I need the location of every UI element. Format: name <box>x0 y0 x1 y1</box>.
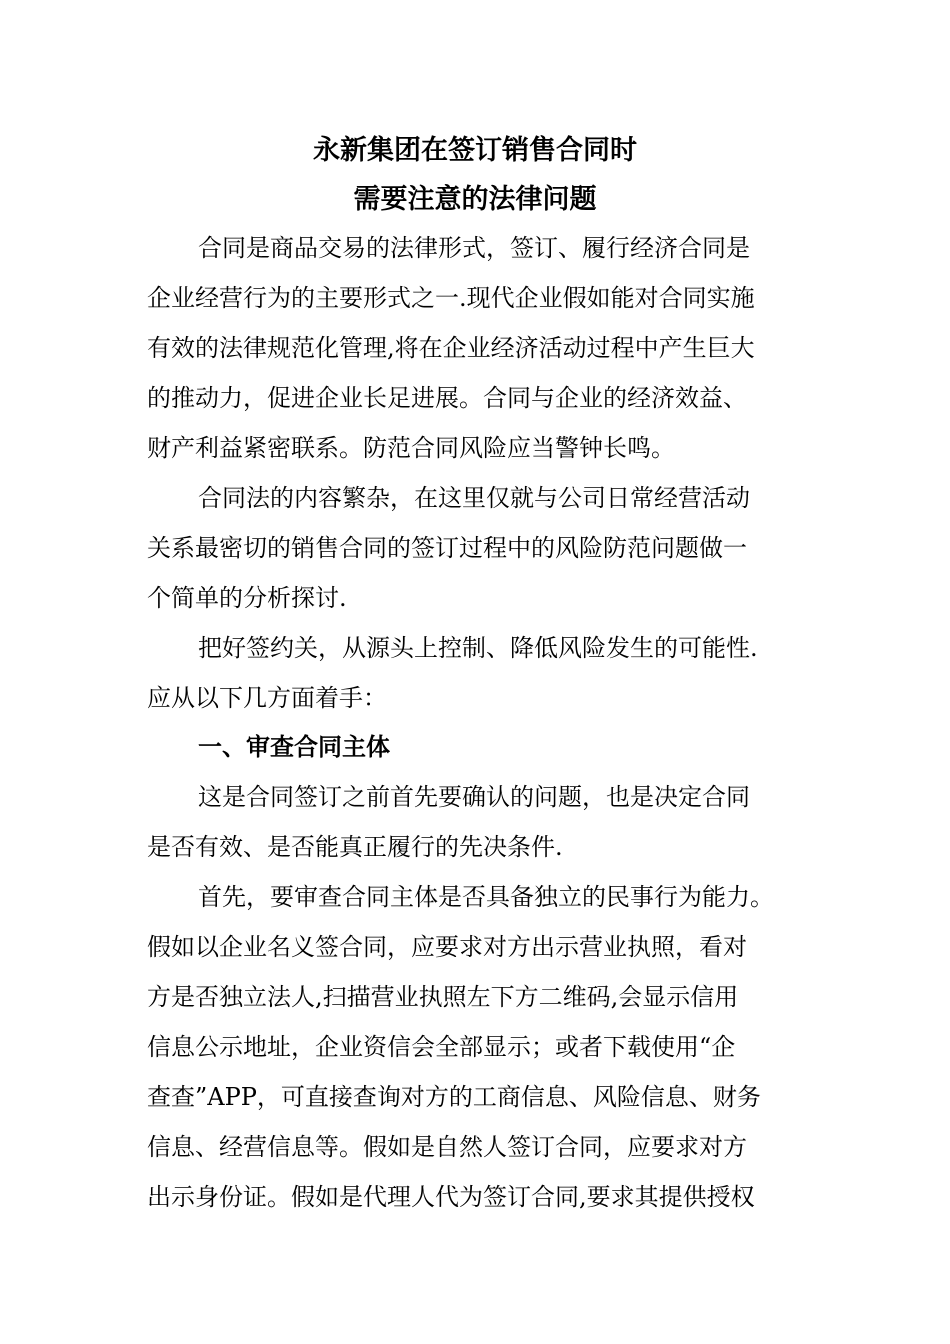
paragraph-line: 把好签约关，从源头上控制、降低风险发生的可能性. <box>198 634 758 662</box>
paragraph-line: 信息公示地址，企业资信会全部显示；或者下载使用“企 <box>147 1033 736 1061</box>
paragraph-line: 是否有效、是否能真正履行的先决条件. <box>147 833 563 861</box>
paragraph-line: 有效的法律规范化管理,将在企业经济活动过程中产生巨大 <box>147 334 755 362</box>
section-heading: 一、审查合同主体 <box>198 733 390 761</box>
paragraph-line: 关系最密切的销售合同的签订过程中的风险防范问题做一 <box>147 534 747 562</box>
paragraph-line: 信息、经营信息等。假如是自然人签订合同，应要求对方 <box>147 1133 747 1161</box>
paragraph-line: 假如以企业名义签合同，应要求对方出示营业执照，看对 <box>147 933 747 961</box>
paragraph-line: 查查”APP，可直接查询对方的工商信息、风险信息、财务 <box>147 1083 761 1111</box>
paragraph-line: 出示身份证。假如是代理人代为签订合同,要求其提供授权 <box>147 1183 755 1211</box>
document-title-line-2: 需要注意的法律问题 <box>353 184 597 215</box>
paragraph-line: 这是合同签订之前首先要确认的问题，也是决定合同 <box>198 783 750 811</box>
paragraph-line: 合同是商品交易的法律形式，签订、履行经济合同是 <box>198 234 750 262</box>
document-title-line-1: 永新集团在签订销售合同时 <box>313 135 637 166</box>
paragraph-line: 个简单的分析探讨. <box>147 584 347 612</box>
paragraph-line: 企业经营行为的主要形式之一.现代企业假如能对合同实施 <box>147 284 755 312</box>
paragraph-line: 的推动力，促进企业长足进展。合同与企业的经济效益、 <box>147 384 747 412</box>
paragraph-line: 方是否独立法人,扫描营业执照左下方二维码,会显示信用 <box>147 983 739 1011</box>
paragraph-line: 财产利益紧密联系。防范合同风险应当警钟长鸣。 <box>147 434 675 462</box>
paragraph-line: 合同法的内容繁杂，在这里仅就与公司日常经营活动 <box>198 484 750 512</box>
paragraph-line: 应从以下几方面着手： <box>147 684 387 712</box>
paragraph-line: 首先，要审查合同主体是否具备独立的民事行为能力。 <box>198 883 774 911</box>
